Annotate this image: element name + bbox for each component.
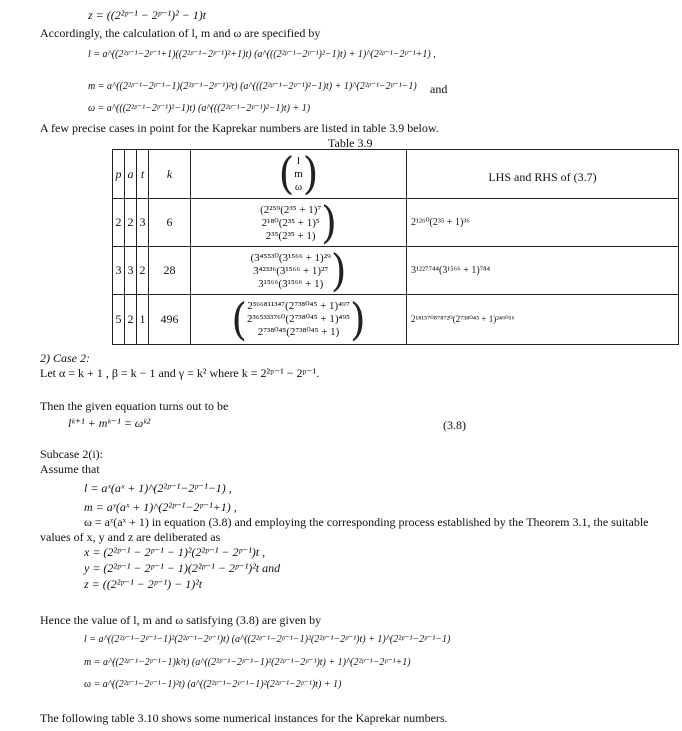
equation-l: l = a^((2²ᵖ⁻¹−2ᵖ⁻¹+1)((2²ᵖ⁻¹−2ᵖ⁻¹)²+1)t) (a^(((2²ᵖ⁻¹−2ᵖ⁻¹)²−1)t) + 1)^(2²ᵖ⁻¹−2ᵖ⁻¹+1) , bbox=[88, 49, 436, 60]
value-x: x = (2²ᵖ⁻¹ − 2ᵖ⁻¹ − 1)²(2²ᵖ⁻¹ − 2ᵖ⁻¹)t , bbox=[84, 545, 266, 559]
table-3-9 bbox=[112, 149, 679, 345]
table-row bbox=[113, 199, 679, 247]
table-row bbox=[113, 295, 679, 345]
cell-lmw: (2²⁵⁹(2³⁵ + 1)⁷ 2¹⁸⁰(2³⁵ + 1)⁵ 2³⁵(2³⁵ + 1) ) bbox=[191, 199, 407, 247]
final-paragraph: The following table 3.10 shows some numerical instances for the Kaprekar numbers. bbox=[40, 711, 448, 725]
cell-a: 2 bbox=[125, 295, 137, 345]
cell-a: 3 bbox=[125, 247, 137, 295]
and-label: and bbox=[430, 82, 448, 96]
header-lmw: ( l m ω ) bbox=[191, 150, 407, 199]
equation-omega: ω = a^(((2²ᵖ⁻¹−2ᵖ⁻¹)²−1)t) (a^(((2²ᵖ⁻¹−2ᵖ⁻¹)²−1)t) + 1) bbox=[88, 103, 311, 114]
header-p: p bbox=[113, 150, 125, 199]
cell-k: 28 bbox=[149, 247, 191, 295]
hence-omega: ω = a^((2²ᵖ⁻¹−2ᵖ⁻¹−1)²t) (a^((2²ᵖ⁻¹−2ᵖ⁻¹−1)²(2²ᵖ⁻¹−2ᵖ⁻¹)t) + 1) bbox=[84, 679, 342, 690]
cell-l: (2²⁵⁹(2³⁵ + 1)⁷ bbox=[260, 203, 322, 216]
then-statement: Then the given equation turns out to be bbox=[40, 399, 229, 413]
equation-z: z = ((2²ᵖ⁻¹ − 2ᵖ⁻¹)² − 1)t bbox=[88, 8, 207, 22]
header-m: m bbox=[294, 167, 303, 180]
cell-lhs: 2¹⁸¹⁵⁷⁰⁸⁷⁸⁷²⁰(2⁷³⁸⁰⁴⁵ + 1)²⁴⁶⁰¹⁶ bbox=[407, 295, 679, 345]
hence-text: Hence the value of l, m and ω satisfying (3.8) are given by bbox=[40, 613, 322, 627]
assume-text: Assume that bbox=[40, 462, 100, 476]
assume-l: l = aˣ(aˣ + 1)^(2²ᵖ⁻¹−2ᵖ⁻¹−1) , bbox=[84, 481, 232, 495]
hence-l: l = a^((2²ᵖ⁻¹−2ᵖ⁻¹−1)²(2²ᵖ⁻¹−2ᵖ⁻¹)t) (a^((2²ᵖ⁻¹−2ᵖ⁻¹−1)²(2²ᵖ⁻¹−2ᵖ⁻¹)t) + 1)^(2²ᵖ⁻¹−2ᵖ⁻¹−1) bbox=[84, 634, 451, 645]
cell-m: 3⁴²³³⁶(3¹⁵⁶⁶ + 1)²⁷ bbox=[253, 264, 329, 277]
cell-k: 496 bbox=[149, 295, 191, 345]
header-l: l bbox=[296, 154, 301, 167]
values-text: values of x, y and z are deliberated as bbox=[40, 530, 221, 544]
equation-3-8: lᵏ⁺¹ + mᵏ⁻¹ = ωᵏ² bbox=[68, 416, 151, 430]
cell-omega: 2⁷³⁸⁰⁴⁵(2⁷³⁸⁰⁴⁵ + 1) bbox=[257, 326, 340, 338]
cell-t: 3 bbox=[137, 199, 149, 247]
paragraph-cases: A few precise cases in point for the Kaprekar numbers are listed in table 3.9 below. bbox=[40, 121, 439, 135]
cell-t: 2 bbox=[137, 247, 149, 295]
cell-l: (3⁴⁵⁵³⁰(3¹⁵⁶⁶ + 1)²⁹ bbox=[250, 251, 331, 264]
equation-number-3-8: (3.8) bbox=[443, 418, 466, 432]
header-omega: ω bbox=[294, 180, 303, 193]
table-header-row bbox=[113, 150, 679, 199]
cell-lmw: (3⁴⁵⁵³⁰(3¹⁵⁶⁶ + 1)²⁹ 3⁴²³³⁶(3¹⁵⁶⁶ + 1)²⁷ 3¹⁵⁶⁶(3¹⁵⁶⁶ + 1) ) bbox=[191, 247, 407, 295]
cell-lhs: 3¹²²⁷⁷⁴⁴(3¹⁵⁶⁶ + 1)⁷⁸⁴ bbox=[407, 247, 679, 295]
value-z: z = ((2²ᵖ⁻¹ − 2ᵖ⁻¹) − 1)²t bbox=[84, 577, 203, 591]
subcase-heading: Subcase 2(i): bbox=[40, 447, 103, 461]
cell-m: 2¹⁸⁰(2³⁵ + 1)⁵ bbox=[261, 216, 320, 229]
header-lhs-rhs: LHS and RHS of (3.7) bbox=[407, 150, 679, 199]
cell-lhs: 2¹²⁶⁰(2³⁵ + 1)³⁶ bbox=[407, 199, 679, 247]
let-statement: Let α = k + 1 , β = k − 1 and γ = k² where k = 2²ᵖ⁻¹ − 2ᵖ⁻¹. bbox=[40, 366, 320, 380]
cell-t: 1 bbox=[137, 295, 149, 345]
cell-omega: 3¹⁵⁶⁶(3¹⁵⁶⁶ + 1) bbox=[258, 277, 324, 290]
header-t: t bbox=[137, 150, 149, 199]
assume-m: m = aʸ(aˣ + 1)^(2²ᵖ⁻¹−2ᵖ⁻¹+1) , bbox=[84, 500, 237, 514]
cell-omega: 2³⁵(2³⁵ + 1) bbox=[265, 229, 316, 242]
cell-lmw: ( 2³⁶⁶⁸¹¹³⁴⁷(2⁷³⁸⁰⁴⁵ + 1)⁴⁹⁷ 2³⁶⁵³³³⁷⁶⁰(2⁷³⁸⁰⁴⁵ + 1)⁴⁹⁵ 2⁷³⁸⁰⁴⁵(2⁷³⁸⁰⁴⁵ + 1) ) bbox=[191, 295, 407, 345]
cell-k: 6 bbox=[149, 199, 191, 247]
table-row bbox=[113, 247, 679, 295]
cell-a: 2 bbox=[125, 199, 137, 247]
cell-l: 2³⁶⁶⁸¹¹³⁴⁷(2⁷³⁸⁰⁴⁵ + 1)⁴⁹⁷ bbox=[247, 300, 350, 312]
value-y: y = (2²ᵖ⁻¹ − 2ᵖ⁻¹ − 1)(2²ᵖ⁻¹ − 2ᵖ⁻¹)²t and bbox=[84, 561, 281, 575]
hence-m: m = a^((2²ᵖ⁻¹−2ᵖ⁻¹−1)k²t) (a^((2²ᵖ⁻¹−2ᵖ⁻¹−1)²(2²ᵖ⁻¹−2ᵖ⁻¹)t) + 1)^(2²ᵖ⁻¹−2ᵖ⁻¹+1) bbox=[84, 657, 411, 668]
cell-p: 2 bbox=[113, 199, 125, 247]
cell-p: 3 bbox=[113, 247, 125, 295]
case-2-heading: 2) Case 2: bbox=[40, 351, 90, 365]
paragraph-calculation: Accordingly, the calculation of l, m and ω are specified by bbox=[40, 26, 321, 40]
assume-omega: ω = aᶻ(aˣ + 1) in equation (3.8) and employing the corresponding process established by the Theorem 3.1, the suitable bbox=[84, 515, 649, 529]
cell-m: 2³⁶⁵³³³⁷⁶⁰(2⁷³⁸⁰⁴⁵ + 1)⁴⁹⁵ bbox=[246, 313, 351, 325]
cell-p: 5 bbox=[113, 295, 125, 345]
header-k: k bbox=[149, 150, 191, 199]
equation-m: m = a^((2²ᵖ⁻¹−2ᵖ⁻¹−1)(2²ᵖ⁻¹−2ᵖ⁻¹)²t) (a^(((2²ᵖ⁻¹−2ᵖ⁻¹)²−1)t) + 1)^(2²ᵖ⁻¹−2ᵖ⁻¹−1) bbox=[88, 81, 417, 92]
table-caption: Table 3.9 bbox=[328, 136, 373, 150]
header-a: a bbox=[125, 150, 137, 199]
